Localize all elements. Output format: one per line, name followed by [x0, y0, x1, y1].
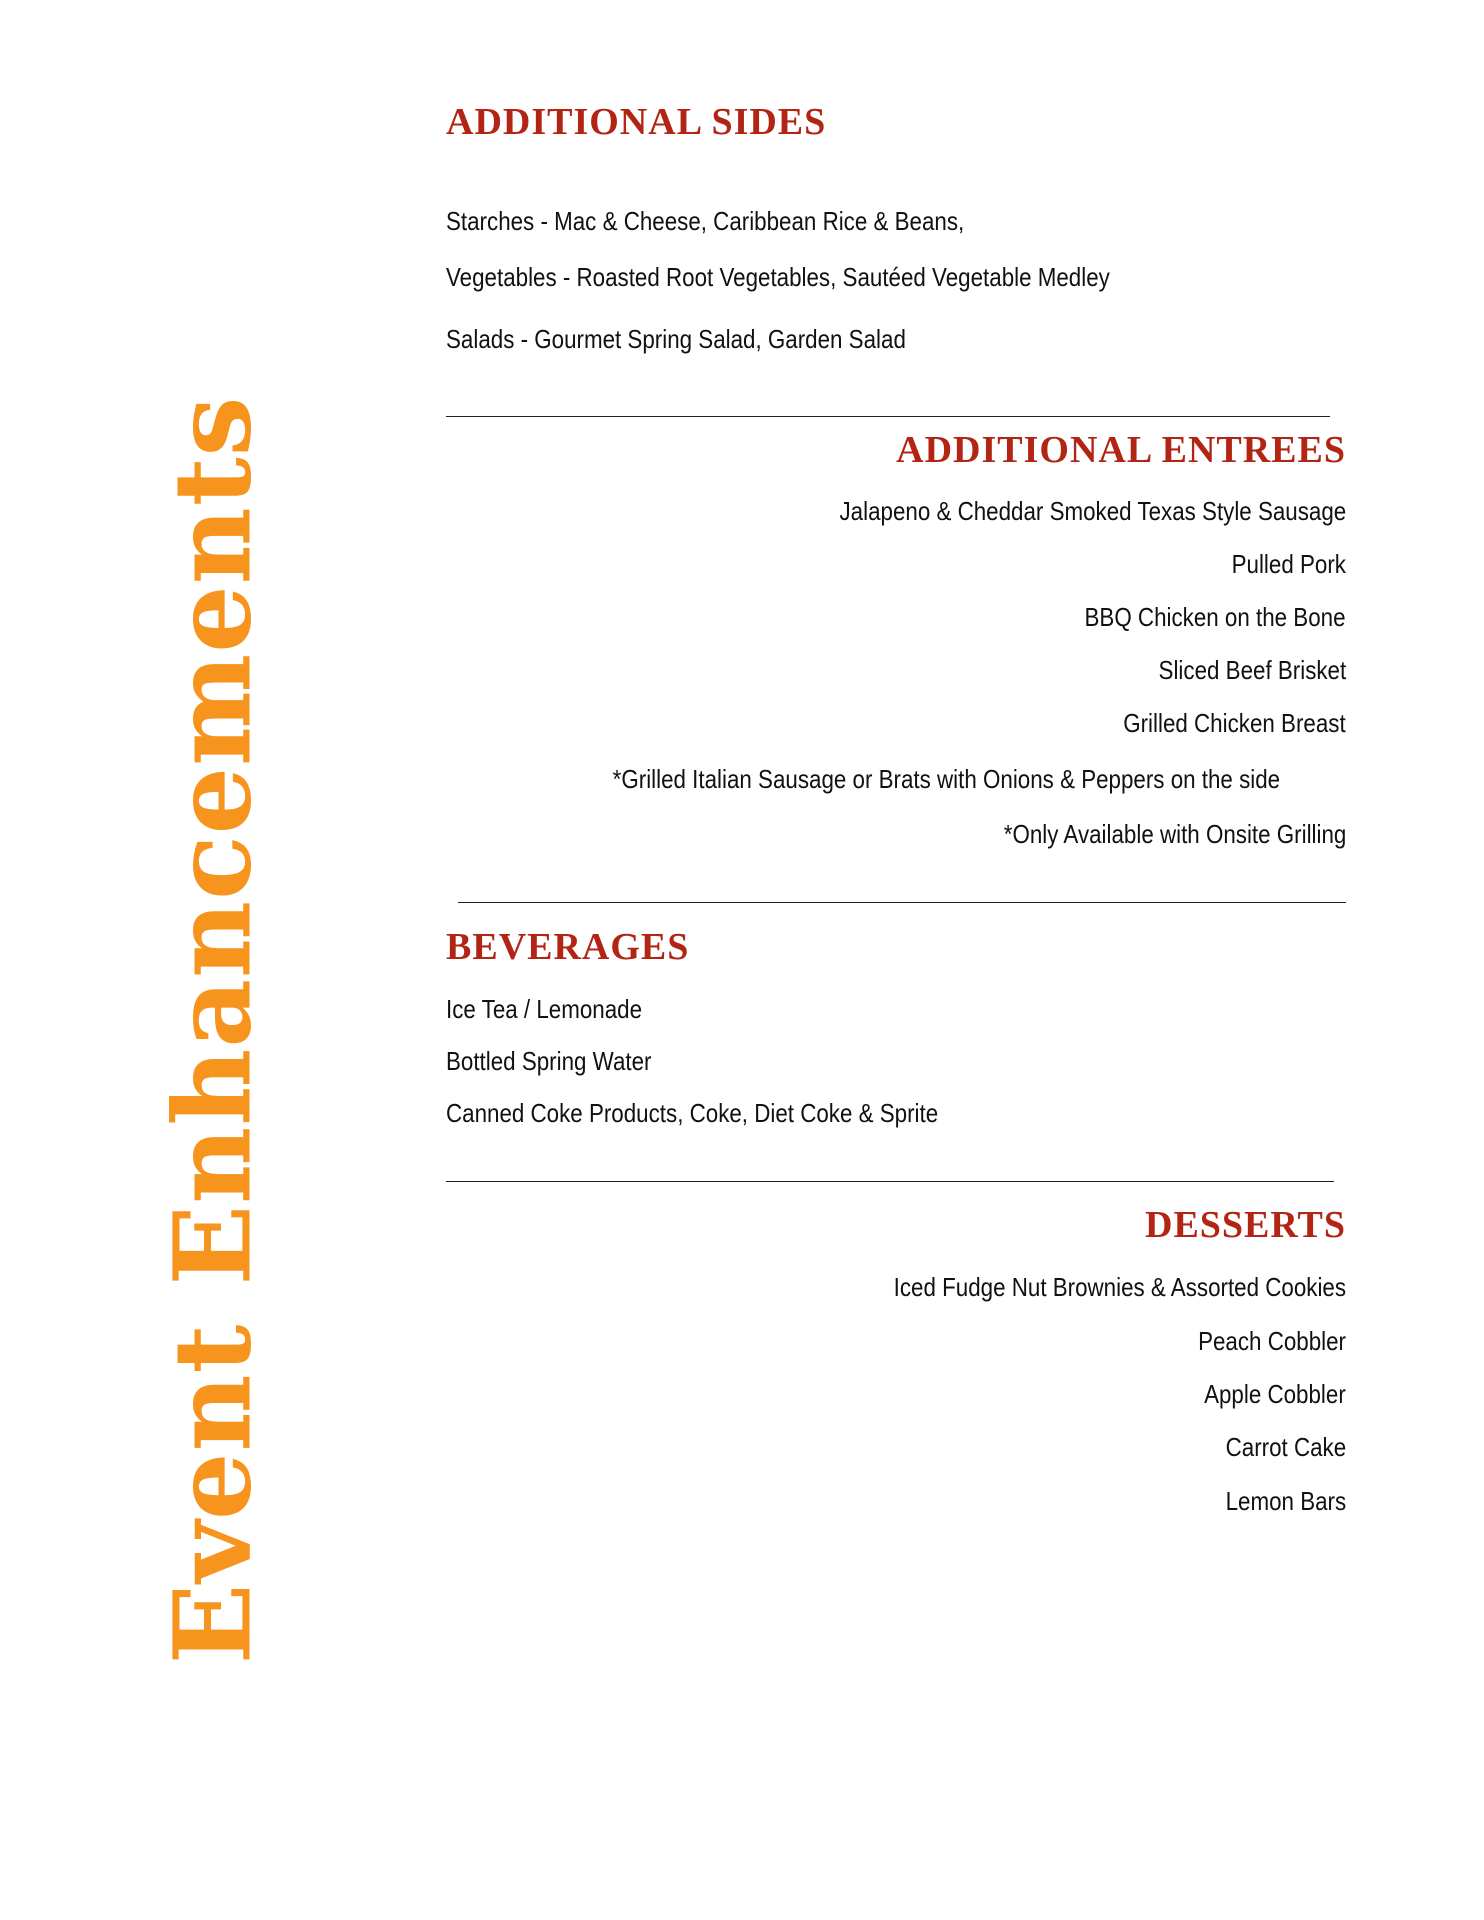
divider [458, 902, 1346, 903]
sides-heading: ADDITIONAL SIDES [446, 101, 827, 143]
entrees-item: BBQ Chicken on the Bone [1084, 602, 1346, 632]
entrees-item: Pulled Pork [1231, 549, 1346, 579]
entrees-item: Grilled Chicken Breast [1123, 708, 1346, 738]
desserts-item: Peach Cobbler [1198, 1326, 1346, 1356]
sides-item-starches: Starches - Mac & Cheese, Caribbean Rice & Beans, [446, 206, 965, 236]
desserts-item: Lemon Bars [1225, 1486, 1346, 1516]
divider [446, 416, 1330, 417]
beverages-heading: BEVERAGES [446, 926, 690, 968]
beverages-item: Canned Coke Products, Coke, Diet Coke & Sprite [446, 1098, 939, 1128]
entrees-item-grilled-sausage: *Grilled Italian Sausage or Brats with Onions & Peppers on the side [612, 764, 1280, 794]
entrees-heading: ADDITIONAL ENTREES [896, 429, 1346, 471]
desserts-item: Carrot Cake [1225, 1432, 1346, 1462]
beverages-item: Bottled Spring Water [446, 1046, 652, 1076]
sides-item-salads: Salads - Gourmet Spring Salad, Garden Salad [446, 324, 906, 354]
desserts-heading: DESSERTS [1145, 1204, 1346, 1246]
beverages-item: Ice Tea / Lemonade [446, 994, 642, 1024]
page-side-title: Event Enhancements [149, 395, 275, 1665]
entrees-note-onsite-grilling: *Only Available with Onsite Grilling [1003, 819, 1346, 849]
divider [446, 1181, 1334, 1182]
entrees-item: Sliced Beef Brisket [1158, 655, 1346, 685]
desserts-item: Apple Cobbler [1204, 1379, 1346, 1409]
sides-item-vegetables: Vegetables - Roasted Root Vegetables, Sautéed Vegetable Medley [446, 262, 1110, 292]
entrees-item: Jalapeno & Cheddar Smoked Texas Style Sausage [839, 496, 1346, 526]
desserts-item: Iced Fudge Nut Brownies & Assorted Cookies [893, 1272, 1346, 1302]
